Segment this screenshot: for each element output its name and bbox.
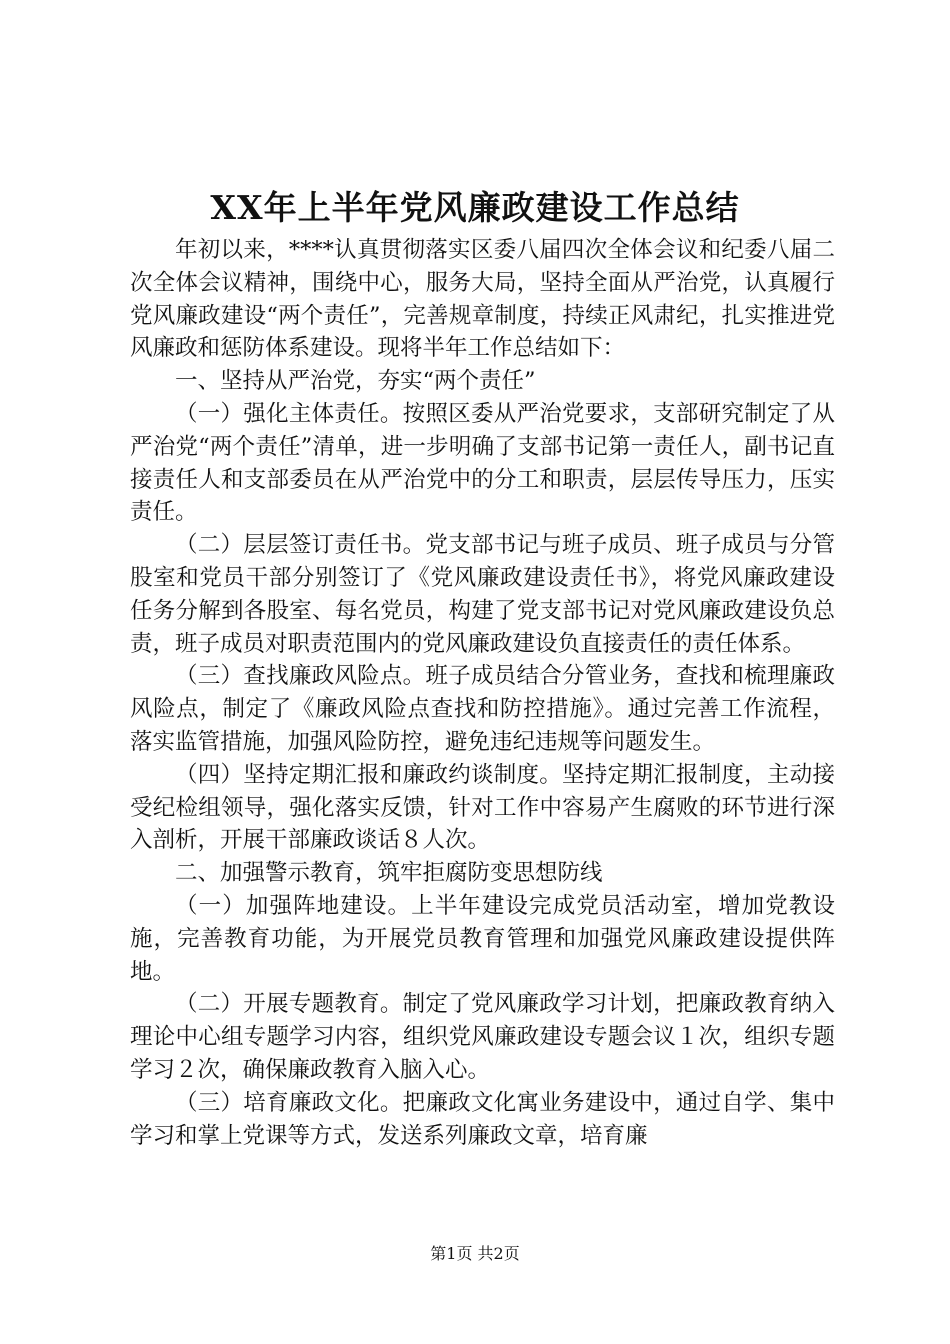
paragraph-1-4: （四）坚持定期汇报和廉政约谈制度。坚持定期汇报制度，主动接受纪检组领导，强化落实反馈，针对工作中容易产生腐败的环节进行深入剖析，开展干部廉政谈话８人次。: [130, 761, 835, 854]
paragraph-intro: 年初以来，****认真贯彻落实区委八届四次全体会议和纪委八届二次全体会议精神，围绕中心，服务大局，坚持全面从严治党，认真履行党风廉政建设“两个责任”，完善规章制度，持续正风肃纪，扎实推进党风廉政和惩防体系建设。现将半年工作总结如下：: [130, 237, 835, 362]
paragraph-2-2: （二）开展专题教育。制定了党风廉政学习计划，把廉政教育纳入理论中心组专题学习内容，组织党风廉政建设专题会议１次，组织专题学习２次，确保廉政教育入脑入心。: [130, 991, 835, 1083]
document-title: XX年上半年党风廉政建设工作总结: [210, 188, 740, 227]
paragraph-2-3: （三）培育廉政文化。把廉政文化寓业务建设中，通过自学、集中学习和掌上党课等方式，发送系列廉政文章，培育廉: [130, 1089, 835, 1149]
paragraph-1-2: （二）层层签订责任书。党支部书记与班子成员、班子成员与分管股室和党员干部分别签订了《党风廉政建设责任书》，将党风廉政建设任务分解到各股室、每名党员，构建了党支部书记对党风廉政建设负总责，班子成员对职责范围内的党风廉政建设负直接责任的责任体系。: [130, 532, 835, 657]
paragraph-1-1: （一）强化主体责任。按照区委从严治党要求，支部研究制定了从严治党“两个责任”清单，进一步明确了支部书记第一责任人，副书记直接责任人和支部委员在从严治党中的分工和职责，层层传导压力，压实责任。: [130, 400, 835, 526]
document-body: [130, 234, 835, 1152]
page-footer: 第1页 共2页: [430, 1244, 520, 1263]
section-heading-2: 二、加强警示教育，筑牢拒腐防变思想防线: [175, 860, 603, 887]
section-heading-1: 一、坚持从严治党，夯实“两个责任”: [175, 368, 536, 395]
paragraph-1-3: （三）查找廉政风险点。班子成员结合分管业务，查找和梳理廉政风险点，制定了《廉政风险点查找和防控措施》。通过完善工作流程，落实监管措施，加强风险防控，避免违纪违规等问题发生。: [130, 663, 835, 755]
paragraph-2-1: （一）加强阵地建设。上半年建设完成党员活动室，增加党教设施，完善教育功能，为开展党员教育管理和加强党风廉政建设提供阵地。: [130, 892, 835, 985]
